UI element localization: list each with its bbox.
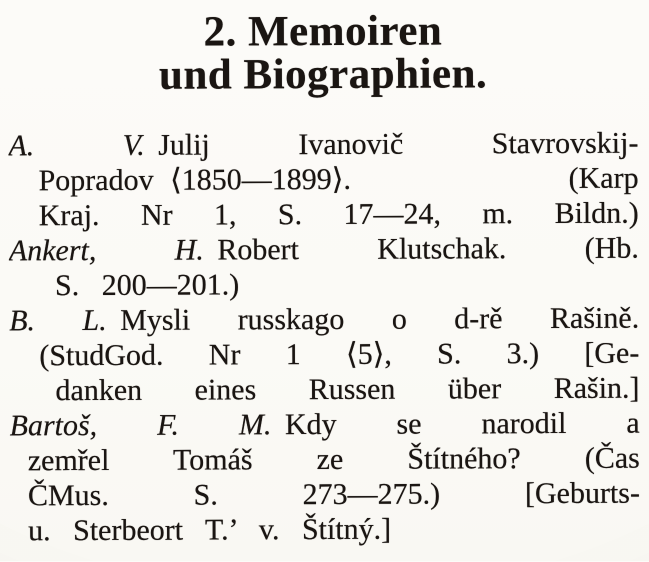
entry-text: danken eines Russen über Rašin.]: [55, 371, 640, 408]
bibliography-entry-av: [8, 126, 638, 234]
entry-author: B. L.: [9, 303, 107, 338]
entry-line: [9, 196, 639, 234]
entry-line: [9, 231, 639, 269]
bibliography-entry-ankert: [9, 231, 639, 304]
entry-text: Kraj. Nr 1, S. 17—24, m. Bildn.): [38, 196, 639, 233]
entry-line: [8, 126, 638, 164]
entry-text: zemřel Tomáš ze Štítného? (Čas: [27, 441, 640, 478]
bibliography-entry-bartos: [10, 406, 641, 549]
entry-text: S. 200—201.): [54, 268, 240, 303]
entry-text: Robert Klutschak. (Hb.: [217, 231, 639, 267]
entry-text: Mysli russkago o d-rě Rašině.: [120, 301, 640, 337]
entry-text: ČMus. S. 273—275.) [Geburts-: [27, 476, 641, 513]
entry-author: A. V.: [8, 128, 145, 163]
entry-line: [9, 266, 639, 304]
entry-text: Popradov ⟨1850—1899⟩.: [38, 162, 352, 198]
entry-line: [10, 441, 640, 479]
entry-author: Bartoš, F. M.: [9, 408, 272, 443]
entry-line: [9, 301, 639, 339]
entry-text: (StudGod. Nr 1 ⟨5⟩, S. 3.) [Ge-: [39, 336, 640, 373]
heading-line-1: 2. Memoiren: [203, 7, 443, 56]
bibliography-entry-bl: [9, 301, 639, 409]
heading-line-2: und Biographien.: [158, 50, 488, 99]
bibliography-entries: [8, 126, 640, 549]
section-heading: [8, 9, 638, 98]
entry-author: Ankert, H.: [8, 233, 204, 268]
entry-line: [9, 336, 639, 374]
entry-line: [8, 161, 638, 199]
entry-line: [10, 511, 640, 549]
entry-line: [10, 476, 640, 514]
entry-line: [9, 371, 639, 409]
entry-text: (Karp: [568, 161, 639, 195]
entry-text: Kdy se narodil a: [284, 406, 640, 442]
entry-text: u. Sterbeort T.’ v. Štítný.]: [28, 512, 392, 548]
entry-line: [10, 406, 640, 444]
entry-text: Julij Ivanovič Stavrovskij-: [158, 126, 639, 162]
